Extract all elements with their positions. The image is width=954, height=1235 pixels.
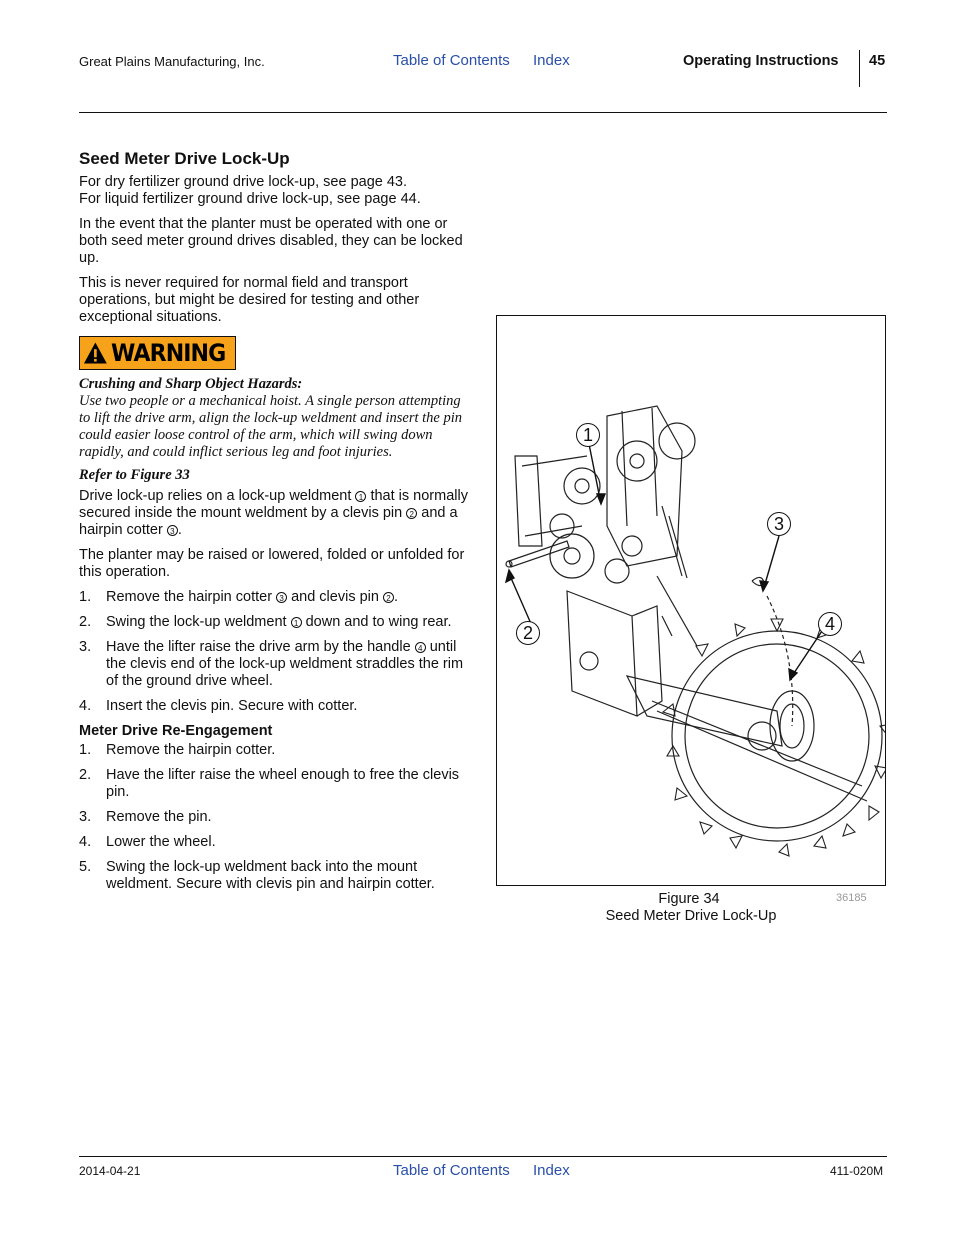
footer-toc-link[interactable]: Table of Contents: [393, 1162, 510, 1179]
paragraph-disabled-drives: In the event that the planter must be operated with one or both seed meter ground drives disabled, they can be locked up.: [79, 216, 463, 266]
drive-arm: [627, 676, 867, 801]
list-item: [79, 698, 474, 715]
figure-frame: [496, 315, 886, 886]
step-text: Lower the wheel.: [106, 834, 216, 850]
paragraph-lockup-weldment: [79, 488, 474, 539]
list-item: [79, 859, 474, 893]
text-fragment: and a hairpin cotter: [79, 505, 458, 538]
step-text: Insert the clevis pin. Secure with cotter.: [106, 698, 358, 714]
hazard-text: Use two people or a mechanical hoist. A single person attempting to lift the drive arm, align the lock-up weldment and insert the pin could easier loose control of the arm, which will swing down rapidly, and could inflict serious leg and foot injuries.: [79, 393, 462, 460]
hazard-title: Crushing and Sharp Object Hazards:: [79, 376, 303, 392]
callout-2-icon: 2: [406, 508, 417, 519]
callout-2-icon: 2: [383, 592, 394, 603]
list-item: [79, 742, 474, 759]
step-text: Remove the hairpin cotter.: [106, 742, 276, 758]
footer-doc-number: 411-020M: [830, 1164, 884, 1178]
warning-text: WARNING: [110, 338, 226, 367]
figure-number: Figure 34: [658, 891, 720, 907]
figure-callout-4: 4: [818, 612, 842, 636]
seed-meter-drive-illustration: [497, 316, 885, 885]
callout-1-icon: 1: [355, 491, 366, 502]
figure-callout-3: 3: [767, 512, 791, 536]
meter-tower: [550, 406, 697, 646]
step-number: 3.: [79, 639, 92, 655]
step-number: 2.: [79, 614, 92, 630]
step-number: 1.: [79, 589, 92, 605]
figure-reference: Refer to Figure 33: [79, 467, 190, 483]
text-fragment: and clevis pin: [287, 589, 383, 605]
text-fragment: Drive lock-up relies on a lock-up weldment: [79, 488, 356, 504]
step-text: [106, 639, 474, 690]
header-divider: [859, 50, 860, 87]
text-fragment: Remove the hairpin cotter: [106, 589, 277, 605]
subsection-title: Meter Drive Re-Engagement: [79, 723, 273, 739]
list-item: [79, 614, 474, 631]
figure-id: 36185: [836, 892, 867, 904]
step-text: Remove the pin.: [106, 809, 212, 825]
callout-3-icon: 3: [167, 525, 178, 536]
text-fragment: down and to wing rear.: [301, 614, 452, 630]
figure-title: Seed Meter Drive Lock-Up: [605, 908, 777, 924]
list-item: [79, 834, 474, 851]
figure-callout-2: 2: [516, 621, 540, 645]
paragraph-raised-lowered: The planter may be raised or lowered, folded or unfolded for this operation.: [79, 547, 465, 580]
warning-triangle-icon: [83, 341, 108, 365]
callout-3-icon: 3: [276, 592, 287, 603]
step-number: 4.: [79, 834, 92, 850]
mount-weldment: [515, 456, 662, 716]
text-fragment: that is normally secured inside the mount weldment by a clevis pin: [79, 488, 468, 521]
footer-rule: [79, 1156, 887, 1157]
hazard-notice: [79, 376, 474, 461]
list-item: [79, 589, 474, 606]
header-section-title: Operating Instructions: [683, 53, 839, 69]
reengagement-steps: [79, 742, 474, 893]
step-number: 2.: [79, 767, 92, 783]
step-number: 4.: [79, 698, 92, 714]
handle-arc: [767, 596, 793, 726]
text-fragment: Have the lifter raise the drive arm by the handle: [106, 639, 415, 655]
header-toc-link[interactable]: Table of Contents: [393, 52, 510, 69]
step-text: [106, 589, 474, 606]
page-number: 45: [869, 53, 886, 69]
list-item: [79, 767, 474, 801]
liquid-fertilizer-ref: For liquid fertilizer ground drive lock-up, see page 44.: [79, 191, 421, 207]
figure-callout-1: 1: [576, 423, 600, 447]
step-text: [106, 614, 474, 631]
step-text: Swing the lock-up weldment back into the mount weldment. Secure with clevis pin and hairpin cotter.: [106, 859, 435, 892]
list-item: [79, 639, 474, 690]
text-fragment: .: [177, 522, 182, 538]
intro-paragraph: [79, 174, 474, 208]
section-title: Seed Meter Drive Lock-Up: [79, 149, 290, 168]
header-index-link[interactable]: Index: [533, 52, 570, 69]
clevis-pin: [506, 541, 569, 567]
header-company: Great Plains Manufacturing, Inc.: [79, 54, 265, 69]
dry-fertilizer-ref: For dry fertilizer ground drive lock-up, see page 43.: [79, 174, 408, 190]
step-text: Have the lifter raise the wheel enough to free the clevis pin.: [106, 767, 460, 800]
header-rule: [79, 112, 887, 113]
list-item: [79, 809, 474, 826]
paragraph-not-required: This is never required for normal field and transport operations, but might be desired for testing and other exceptional situations.: [79, 275, 420, 325]
text-fragment: Swing the lock-up weldment: [106, 614, 291, 630]
callout-1-icon: 1: [291, 617, 302, 628]
step-number: 5.: [79, 859, 92, 875]
ground-drive-wheel: [663, 619, 885, 856]
callout-4-icon: 4: [415, 642, 426, 653]
text-fragment: until the clevis end of the lock-up weldment straddles the rim of the ground drive wheel.: [106, 639, 464, 689]
footer-date: 2014-04-21: [79, 1164, 141, 1178]
step-number: 3.: [79, 809, 92, 825]
figure-caption: [496, 891, 886, 925]
lockup-steps: [79, 589, 474, 715]
main-column: [79, 148, 474, 901]
warning-label: [79, 336, 236, 370]
footer-index-link[interactable]: Index: [533, 1162, 570, 1179]
text-fragment: .: [393, 589, 399, 605]
step-number: 1.: [79, 742, 92, 758]
